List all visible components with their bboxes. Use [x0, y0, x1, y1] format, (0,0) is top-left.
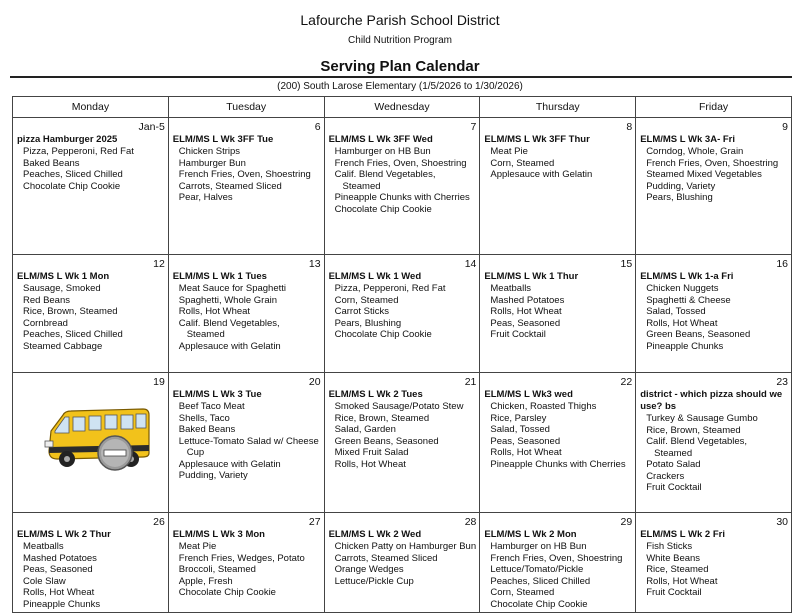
menu-item: Rice, Brown, Steamed [646, 424, 741, 436]
school-date-range: (200) South Larose Elementary (1/5/2026 to 1/30/2026) [277, 81, 523, 92]
menu-item: Lettuce-Tomato Salad w/ Cheese [178, 435, 319, 447]
menu-item: Rolls, Hot Wheat [23, 587, 95, 598]
day-number: 12 [153, 258, 165, 270]
day-number: 28 [464, 516, 477, 528]
menu-item: Hamburger Bun [178, 157, 246, 169]
menu-item: Pizza, Pepperoni, Red Fat [23, 146, 134, 157]
menu-item: French Fries, Oven, Shoestring [646, 157, 779, 169]
day-cell [636, 513, 792, 613]
menu-item: Cole Slaw [23, 575, 66, 587]
menu-name: pizza Hamburger 2025 [17, 134, 118, 145]
menu-item: Peas, Seasoned [490, 435, 561, 447]
menu-item: Chicken Nuggets [646, 283, 719, 294]
menu-items [325, 146, 480, 215]
weekday-header-row [13, 97, 792, 118]
weekday-header: Tuesday [168, 97, 324, 118]
day-number: Jan-5 [138, 121, 165, 133]
menu-item: Sausage, Smoked [23, 283, 101, 294]
menu-items [636, 541, 791, 599]
weekday-header: Wednesday [324, 97, 480, 118]
menu-item: Peas, Seasoned [490, 317, 561, 329]
menu-name: ELM/MS L Wk 2 Tues [328, 389, 423, 400]
menu-item: Spaghetti, Whole Grain [178, 294, 278, 306]
menu-item: Pineapple Chunks [646, 340, 724, 352]
menu-item: Steamed Cabbage [23, 340, 103, 352]
menu-item: Chocolate Chip Cookie [23, 180, 121, 192]
menu-item: Peaches, Sliced Chilled [23, 169, 123, 180]
week-row [13, 513, 792, 613]
menu-items [325, 401, 480, 470]
menu-item: Pizza, Pepperoni, Red Fat [334, 283, 446, 294]
day-number: 15 [620, 258, 633, 270]
menu-name: ELM/MS L Wk 1 Thur [484, 271, 579, 282]
menu-name: ELM/MS L Wk 2 Fri [640, 529, 725, 540]
menu-item: Green Beans, Seasoned [646, 329, 751, 340]
menu-name: ELM/MS L Wk 2 Wed [328, 529, 422, 540]
menu-item: Orange Wedges [334, 564, 404, 575]
day-cell [168, 373, 324, 513]
day-number: 26 [153, 516, 165, 528]
menu-items [480, 146, 635, 181]
day-cell [636, 373, 792, 513]
day-cell [324, 118, 480, 255]
menu-item: Pudding, Variety [178, 470, 248, 481]
title-rule [10, 76, 792, 78]
menu-name: ELM/MS L Wk 3FF Thur [484, 134, 590, 145]
menu-name: ELM/MS L Wk 3FF Tue [172, 134, 274, 145]
menu-item: Mixed Fruit Salad [334, 447, 409, 458]
menu-item: Chocolate Chip Cookie [334, 329, 432, 340]
day-cell [636, 118, 792, 255]
menu-item: Rolls, Hot Wheat [178, 306, 251, 317]
menu-items [169, 146, 324, 204]
menu-item: Hamburger on HB Bun [334, 146, 431, 157]
menu-items [636, 146, 791, 204]
menu-items [480, 283, 635, 341]
menu-item: Hamburger on HB Bun [490, 541, 587, 552]
menu-item: French Fries, Oven, Shoestring [490, 552, 623, 564]
menu-item: Pear, Halves [178, 192, 233, 203]
week-row [13, 373, 792, 513]
day-number: 16 [776, 258, 788, 270]
menu-item: Corndog, Whole, Grain [646, 146, 744, 157]
menu-item: Apple, Fresh [178, 575, 233, 587]
week-row [13, 118, 792, 255]
menu-item: Rice, Parsley [490, 412, 547, 424]
menu-items [13, 283, 168, 352]
menu-item: Rolls, Hot Wheat [646, 317, 718, 329]
menu-items [480, 541, 635, 610]
menu-item: Smoked Sausage/Potato Stew [334, 401, 464, 412]
menu-name: ELM/MS L Wk 3 Tue [172, 389, 262, 400]
program-name: Child Nutrition Program [348, 35, 452, 46]
menu-item: Pears, Blushing [646, 192, 713, 203]
school-bus-icon [43, 401, 155, 477]
menu-item: French Fries, Oven, Shoestring [334, 157, 467, 169]
menu-item: Peas, Seasoned [23, 564, 93, 575]
menu-item: Chocolate Chip Cookie [178, 587, 276, 598]
menu-item: Calif. Blend Vegetables, [646, 436, 748, 447]
menu-item: Applesauce with Gelatin [178, 458, 281, 470]
menu-item: Carrots, Steamed Sliced [334, 552, 438, 564]
menu-item: Chicken Patty on Hamburger Bun [334, 541, 477, 552]
menu-items [13, 146, 168, 192]
day-number: 13 [308, 258, 321, 270]
menu-name: ELM/MS L Wk 2 Thur [17, 529, 111, 540]
day-cell [480, 513, 636, 613]
menu-item: French Fries, Oven, Shoestring [178, 169, 311, 180]
menu-items [169, 283, 324, 352]
menu-item: Rolls, Hot Wheat [490, 447, 562, 458]
day-cell [480, 255, 636, 373]
menu-name: ELM/MS L Wk 3A- Fri [640, 134, 736, 145]
menu-item: Chicken, Roasted Thighs [490, 401, 597, 412]
menu-name: ELM/MS L Wk 1-a Fri [640, 271, 734, 282]
menu-item: Calif. Blend Vegetables, [178, 317, 280, 329]
weekday-header: Thursday [480, 97, 636, 118]
menu-item: Cornbread [23, 317, 68, 329]
menu-item: Chocolate Chip Cookie [490, 598, 588, 610]
menu-name: district - which pizza should we use? bs [640, 389, 783, 412]
menu-item: Mashed Potatoes [23, 552, 97, 564]
menu-item: Broccoli, Steamed [178, 564, 256, 575]
menu-item: Fruit Cocktail [646, 482, 702, 493]
menu-item: Rice, Brown, Steamed [334, 412, 430, 424]
menu-item: Red Beans [23, 294, 71, 306]
menu-name: ELM/MS L Wk3 wed [484, 389, 573, 400]
day-number: 23 [776, 376, 788, 388]
menu-item: Meat Pie [490, 146, 528, 157]
menu-items [325, 283, 480, 341]
menu-item: Peaches, Sliced Chilled [23, 329, 123, 340]
menu-item: Potato Salad [646, 459, 701, 470]
menu-item: Mashed Potatoes [490, 294, 565, 306]
day-number: 29 [620, 516, 633, 528]
menu-items [13, 541, 168, 610]
day-cell [168, 513, 324, 613]
day-cell [168, 118, 324, 255]
menu-item: Fruit Cocktail [646, 587, 702, 598]
menu-item: Corn, Steamed [490, 157, 555, 169]
menu-item: Green Beans, Seasoned [334, 435, 439, 447]
menu-item: Fruit Cocktail [490, 329, 546, 340]
menu-item: Salad, Tossed [646, 306, 706, 317]
menu-name: ELM/MS L Wk 1 Tues [172, 271, 267, 282]
menu-item: Rolls, Hot Wheat [490, 306, 562, 317]
menu-item: Applesauce with Gelatin [490, 169, 593, 180]
menu-name: ELM/MS L Wk 3FF Wed [328, 134, 433, 145]
menu-item: Rolls, Hot Wheat [334, 458, 406, 470]
menu-item: Calif. Blend Vegetables, [334, 169, 436, 180]
weekday-header: Monday [13, 97, 169, 118]
menu-item: Cup [178, 447, 205, 458]
menu-item: Meatballs [490, 283, 532, 294]
menu-item: Chocolate Chip Cookie [334, 203, 432, 215]
district-title: Lafourche Parish School District [300, 12, 500, 28]
menu-items [636, 283, 791, 352]
menu-item: Carrot Sticks [334, 306, 389, 317]
day-cell [13, 118, 169, 255]
menu-item: Crackers [646, 470, 685, 482]
menu-item: French Fries, Wedges, Potato [178, 552, 305, 564]
menu-item: Pears, Blushing [334, 317, 402, 329]
calendar-grid [12, 96, 792, 613]
menu-item: Meat Sauce for Spaghetti [178, 283, 287, 294]
menu-item: Steamed Mixed Vegetables [646, 169, 762, 180]
day-number: 30 [776, 516, 788, 528]
menu-item: Pineapple Chunks with Cherries [334, 192, 470, 203]
day-number: 19 [153, 376, 165, 388]
weekday-header: Friday [636, 97, 792, 118]
page-title: Serving Plan Calendar [320, 58, 480, 75]
day-cell [324, 513, 480, 613]
day-number: 8 [626, 121, 633, 133]
menu-item: Lettuce/Tomato/Pickle [490, 564, 584, 575]
menu-item: Steamed [646, 447, 693, 459]
menu-item: Meatballs [23, 541, 64, 552]
menu-item: Shells, Taco [178, 412, 230, 424]
day-cell [13, 255, 169, 373]
menu-items [169, 541, 324, 599]
menu-item: Corn, Steamed [334, 294, 399, 306]
menu-name: ELM/MS L Wk 2 Mon [484, 529, 577, 540]
menu-item: Applesauce with Gelatin [178, 340, 281, 352]
day-number: 22 [620, 376, 633, 388]
menu-item: Carrots, Steamed Sliced [178, 180, 282, 192]
day-cell [480, 118, 636, 255]
menu-item: Rice, Steamed [646, 564, 709, 575]
menu-item: Salad, Tossed [490, 424, 550, 435]
menu-item: Lettuce/Pickle Cup [334, 575, 414, 587]
menu-name: ELM/MS L Wk 1 Wed [328, 271, 422, 282]
day-cell [13, 373, 169, 513]
menu-item: Steamed [334, 180, 381, 192]
week-row [13, 255, 792, 373]
menu-item: Chicken Strips [178, 146, 241, 157]
menu-item: Meat Pie [178, 541, 217, 552]
menu-items [169, 401, 324, 482]
day-cell [324, 255, 480, 373]
menu-item: Salad, Garden [334, 424, 396, 435]
menu-item: Steamed [178, 329, 225, 340]
menu-item: Rice, Brown, Steamed [23, 306, 118, 317]
menu-items [636, 413, 791, 494]
day-cell [324, 373, 480, 513]
menu-name: ELM/MS L Wk 3 Mon [172, 529, 265, 540]
day-cell [636, 255, 792, 373]
menu-item: Peaches, Sliced Chilled [490, 575, 591, 587]
menu-item: White Beans [646, 552, 701, 564]
menu-item: Pineapple Chunks [23, 598, 101, 610]
day-number: 20 [308, 376, 321, 388]
menu-item: Fish Sticks [646, 541, 693, 552]
menu-item: Spaghetti & Cheese [646, 294, 731, 306]
day-number: 21 [464, 376, 477, 388]
day-number: 7 [470, 121, 477, 133]
day-cell [480, 373, 636, 513]
day-number: 6 [314, 121, 321, 133]
menu-items [325, 541, 480, 587]
menu-item: Baked Beans [23, 157, 80, 169]
menu-item: Turkey & Sausage Gumbo [646, 413, 758, 424]
day-number: 27 [308, 516, 321, 528]
menu-item: Beef Taco Meat [178, 401, 245, 412]
day-number: 14 [464, 258, 477, 270]
day-cell [13, 513, 169, 613]
menu-item: Rolls, Hot Wheat [646, 575, 718, 587]
day-number: 9 [782, 121, 788, 133]
menu-item: Corn, Steamed [490, 587, 555, 598]
day-cell [168, 255, 324, 373]
menu-item: Baked Beans [178, 424, 236, 435]
menu-items [480, 401, 635, 470]
menu-item: Pudding, Variety [646, 180, 716, 192]
menu-item: Pineapple Chunks with Cherries [490, 458, 626, 470]
menu-name: ELM/MS L Wk 1 Mon [17, 271, 110, 282]
